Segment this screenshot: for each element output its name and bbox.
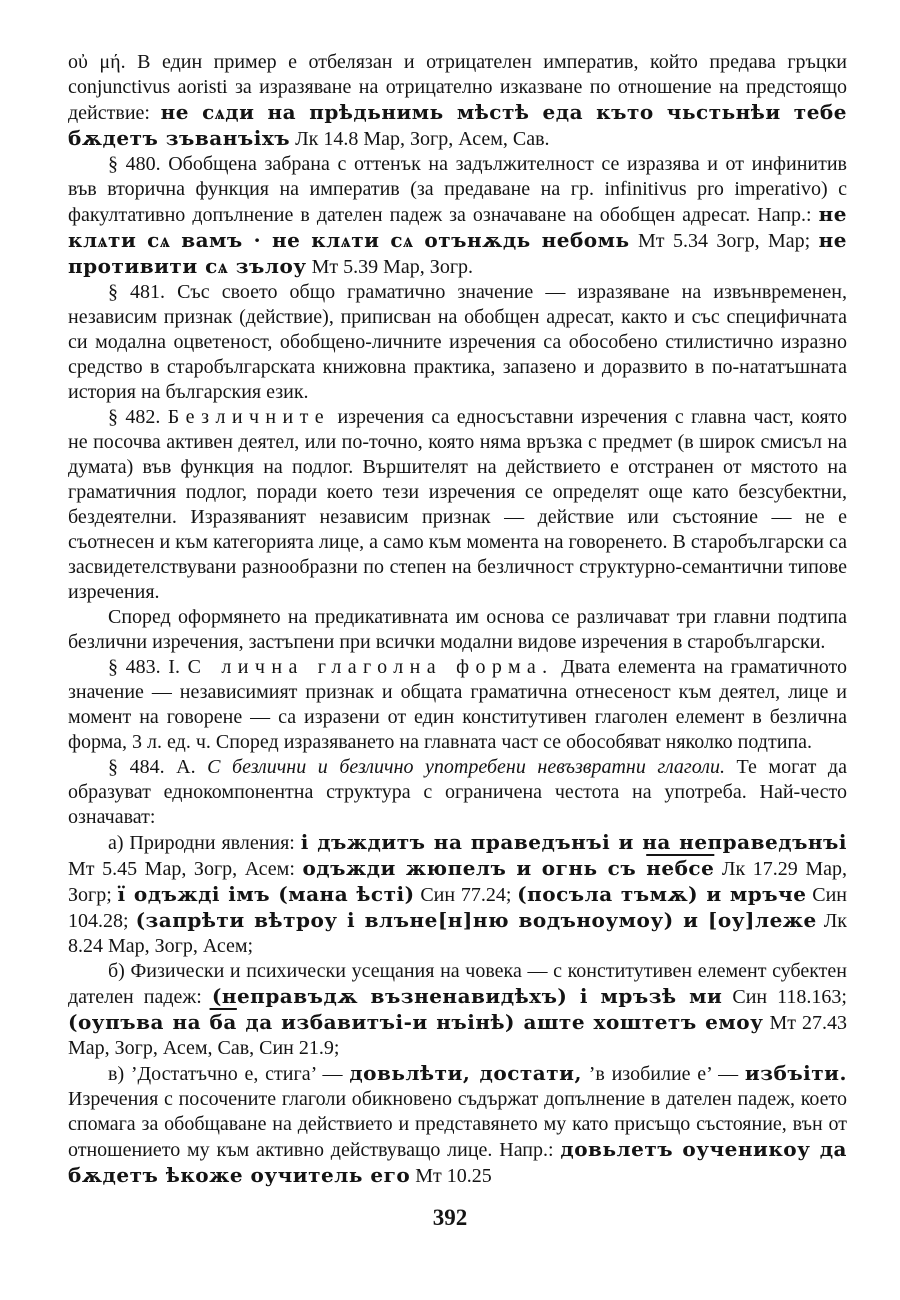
old-slavonic-quote: избъіти. [744,1061,847,1085]
old-slavonic-quote: (неправъдѫ възненавидѣхъ) і мръзѣ ми [211,984,723,1008]
text-segment: § 480. Обобщена забрана с оттенък на задължителност се изразява и от инфинитив във вторична функция на императив (за предаване на гр. infinitivus pro imperativo) с факултативно допълнение в дателен падеж за означаване на обобщен адресат. Напр.: [68,153,847,226]
text-segment: § 481. Със своето общо граматично значение — изразяване на извънвременен, независим признак (действие), приписван на обобщен адресат, както и със специфичната си модална оцветеност, обобщено-личните изречения са обособено стилистично изразно средство в старобългарската книжовна практика, запазено и доразвито в по-нататъшната история на българския език. [68,281,847,403]
text-segment: Мт 10.25 [410,1165,492,1187]
old-slavonic-titlo-word: небсе [646,856,715,880]
old-slavonic-quote: довьлѣти, достати, [349,1061,582,1085]
paragraph [68,152,847,280]
old-slavonic-quote: ї одъжді імъ (мана ѣсті) [117,882,415,906]
paragraph [68,830,847,959]
old-slavonic-quote: (оупъва на [68,1010,210,1034]
old-slavonic-quote: не клѧти сѧ вамъ · не клѧти сѧ отънѫдь небомь [68,202,847,252]
text-segment: Лк 8.24 Мар, Зогр, Асем; [68,910,848,957]
paragraph [68,405,847,605]
old-slavonic-quote: не сѧди на прѣдьнимь мѣстѣ еда къто чьстьнѣи тебе бѫдетъ зъванъіхъ [68,100,847,150]
paragraph [68,50,847,152]
paragraph [68,655,847,755]
text-segment: Двата елемента на граматичното значение — независимият признак и общата граматична отнесеност към деятел, лице и момент на говорене — са изразени от един конститутивен глаголен елемент в безлична форма, 3 л. ед. ч. Според изразяването на главната част се обособяват няколко подтипа. [68,656,847,753]
old-slavonic-titlo-word: ба [209,1010,237,1034]
text-segment: § 482. [108,406,168,428]
text-segment: Мт 5.45 Мар, Зогр, Асем: [68,858,303,880]
text-segment: в) ’Достатъчно е, стига’ — [108,1063,350,1085]
old-slavonic-quote: (запрѣти вѣтроу і влъне[н]ню водъноумоу) и [оу]леже [135,908,817,932]
text-segment: изречения са едносъставни изречения с главна част, която не посочва активен деятел, или по-точно, която няма връзка с предмет (в широк смисъл на думата) във функция на подлог. Вършителят на действието е отстранен от мястото на граматичния подлог, поради което тези изречения се определят още като безсубектни, бездеятелни. Изразяваният независим признак — действие или състояние — не е съотнесен и към категорията лице, а само към момента на говоренето. В старобългарски са засвидетелствувани разнообразни по степен на безличност структурно-семантични типове изречения. [68,406,847,603]
text-segment: § 484. А. [108,756,208,778]
text-segment: οὐ μή. В един пример е отбелязан и отрицателен императив, който предава гръцки conjunctivus aoristi за изразяване на отрицателно изказване по отношение на предстоящо действие: [68,51,847,124]
paragraph [68,755,847,830]
text-segment: Син 118.163; [722,986,847,1008]
italic-term: С безлични и безлично употребени невъзвратни глаголи. [207,756,725,778]
text-segment: Мт 27.43 Мар, Зогр, Асем, Сав, Син 21.9; [68,1012,848,1059]
text-segment: Син 77.24; [414,884,518,906]
text-segment: § 483. I. [108,656,188,678]
paragraph [68,959,847,1061]
page-number: 392 [432,1205,468,1230]
text-segment: Лк 17.29 Мар, Зогр; [68,858,847,906]
text-segment: Мт 5.34 Зогр, Мар; [629,230,819,252]
text-segment: а) Природни явления: [108,832,301,854]
text-segment: Те могат да образуват еднокомпонентна структура с ограничена честота на употреба. Най-често означават: [68,756,847,828]
text-segment: Изречения с посочените глаголи обикновено съдържат допълнение в дателен падеж, което спомага за обобщаване на действието и представянето му като присъщо състояние, вън от отношението му към активно действуващо лице. Напр.: [68,1088,847,1161]
old-slavonic-quote: довьлетъ оученикоу да бѫдетъ ѣкоже оучитель его [68,1137,847,1187]
paragraph [68,605,847,655]
text-segment: Мт 5.39 Мар, Зогр. [306,256,474,278]
old-slavonic-quote: (посъла тъмѫ) и мръче [517,882,807,906]
old-slavonic-quote: да избавитъі-и нъінѣ) аште хоштетъ емоу [236,1010,764,1034]
text-segment: б) Физически и психически усещания на човека — с конститутивен елемент субектен дателен падеж: [68,960,847,1008]
old-slavonic-quote: не противити сѧ зълоу [68,228,847,278]
paragraph [68,1061,847,1189]
emphasized-term: С лична глаголна форма. [187,656,554,678]
old-slavonic-quote: одъжди жюпелъ и огнь съ [302,856,647,880]
emphasized-term: Безличните [167,406,331,428]
page-text [68,50,847,1189]
text-segment: ’в изобилие е’ — [581,1063,745,1085]
paragraph [68,280,847,405]
text-segment: Според оформянето на предикативната им основа се различават три главни подтипа безлични изречения, застъпени при всички модални видове изречения в старобългарски. [68,606,847,653]
text-segment: Лк 14.8 Мар, Зогр, Асем, Сав. [290,128,550,150]
old-slavonic-quote: і дъждитъ на праведънъі и на неправедънъі [300,830,847,854]
text-segment: Син 104.28; [68,884,848,932]
